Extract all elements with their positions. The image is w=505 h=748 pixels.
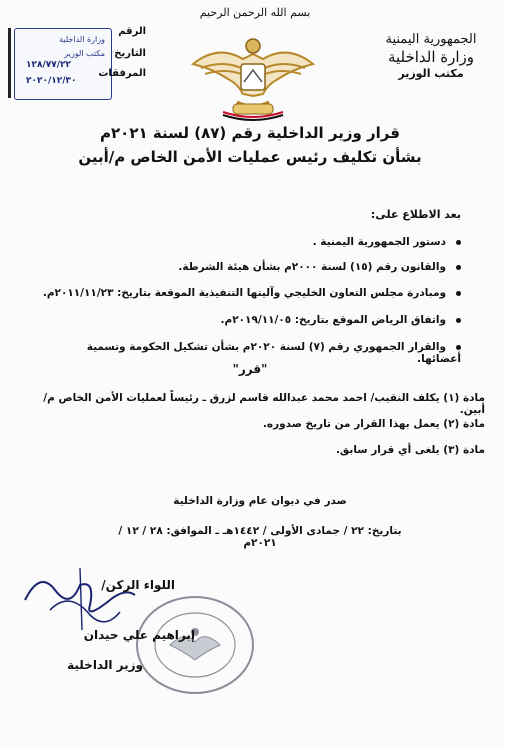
consideration-item: والقانون رقم (١٥) لسنة ٢٠٠٠م بشأن هيئة الشرطة. bbox=[41, 261, 461, 273]
decree-title: قرار وزير الداخلية رقم (٨٧) لسنة ٢٠٢١م bbox=[100, 124, 400, 142]
bullet-icon bbox=[456, 318, 461, 323]
bullet-icon bbox=[456, 291, 461, 296]
stamp-line2: مكتب الوزير bbox=[64, 49, 105, 58]
stamp-line1: وزارة الداخلية bbox=[59, 35, 105, 44]
date-label: التاريخ bbox=[114, 48, 146, 59]
issued-place: صدر في ديوان عام وزارة الداخلية bbox=[173, 495, 347, 507]
consideration-item: دستور الجمهورية اليمنية . bbox=[41, 236, 461, 248]
bullet-icon bbox=[456, 345, 461, 350]
number-label: الرقم bbox=[118, 26, 146, 37]
consideration-item: والقرار الجمهوري رقم (٧) لسنة ٢٠٢٠م بشأن تشكيل الحكومة وتسمية أعضائها. bbox=[86, 341, 461, 365]
article-1: مادة (١) يكلف النقيب/ احمد محمد عبدالله قاسم لزرق ـ رئيساً لعمليات الأمن الخاص م/أبين. bbox=[43, 392, 485, 416]
preamble: بعد الاطلاع على: bbox=[370, 208, 461, 221]
signatory-title: وزير الداخلية bbox=[67, 658, 143, 672]
letterhead-country: الجمهورية اليمنية bbox=[385, 32, 477, 47]
consideration-item: ومبادرة مجلس التعاون الخليجي وآليتها التنفيذية الموقعة بتاريخ: ٢٠١١/١١/٢٣م. bbox=[41, 287, 461, 299]
article-2: مادة (٢) يعمل بهذا القرار من تاريخ صدوره. bbox=[262, 418, 485, 430]
decree-subject: بشأن تكليف رئيس عمليات الأمن الخاص م/أبين bbox=[78, 148, 422, 166]
bullet-icon bbox=[456, 265, 461, 270]
yemen-eagle-emblem-icon bbox=[183, 24, 323, 124]
signatory-name: إبراهيم علي حيدان bbox=[83, 628, 195, 642]
ministry-seal-icon bbox=[130, 590, 260, 700]
reference-box bbox=[8, 22, 146, 104]
letterhead-office: مكتب الوزير bbox=[398, 67, 464, 80]
decides-heading: "قرر" bbox=[232, 362, 268, 376]
article-3: مادة (٣) يلغى أي قرار سابق. bbox=[335, 444, 485, 456]
consideration-item: واتفاق الرياض الموقع بتاريخ: ٢٠١٩/١١/٠٥م. bbox=[41, 314, 461, 326]
issue-date: بتاريخ: ٢٢ / جمادى الأولى / ١٤٤٢هـ ـ الموافق: ٢٨ / ١٢ / ٢٠٢١م bbox=[118, 525, 402, 549]
attachments-label: المرفقات bbox=[98, 68, 146, 79]
letterhead bbox=[371, 32, 491, 81]
basmala: بسم الله الرحمن الرحيم bbox=[199, 6, 311, 19]
reference-bar bbox=[8, 28, 11, 98]
date-value: ٢٠٢٠/١٢/٣٠ bbox=[26, 76, 77, 86]
letterhead-ministry: وزارة الداخلية bbox=[387, 48, 475, 67]
bullet-icon bbox=[456, 240, 461, 245]
number-value: ١٢٨/٧٧/٢٢ bbox=[26, 60, 72, 70]
signatory-rank: اللواء الركن/ bbox=[101, 578, 175, 592]
